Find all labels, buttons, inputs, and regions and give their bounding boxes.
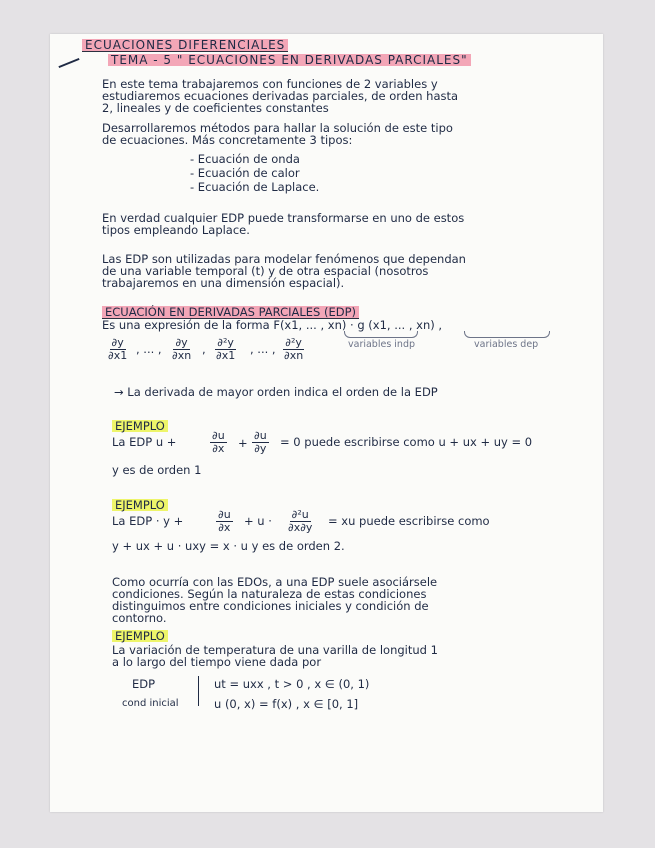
- fraction-denominator: ∂x1: [216, 349, 236, 362]
- section-heading: ECUACIÓN EN DERIVADAS PARCIALES (EDP): [102, 306, 359, 319]
- fraction-numerator: ∂y: [175, 336, 188, 349]
- example-label: EJEMPLO: [112, 630, 168, 642]
- usage-line: Las EDP son utilizadas para modelar fenómenos que dependan: [102, 252, 466, 266]
- edp-label: EDP: [132, 677, 156, 691]
- derivative-fraction: [170, 337, 193, 362]
- intro-line: estudiaremos ecuaciones derivadas parciales, de orden hasta: [102, 89, 459, 103]
- derivative-fraction: [106, 337, 129, 362]
- transform-line: En verdad cualquier EDP puede transformarse en uno de estos: [102, 211, 465, 225]
- fraction-denominator: ∂x1: [108, 349, 128, 362]
- plus-sign: +: [238, 436, 248, 450]
- fraction-numerator: ∂²y: [285, 336, 302, 349]
- definition-line: Es una expresión de la forma F(x1, ... , xn) · g (x1, ... , xn) ,: [102, 318, 443, 332]
- derivative-fraction: [252, 430, 269, 455]
- brace-label-indp: variables indp: [348, 339, 416, 350]
- fraction-numerator: ∂y: [111, 336, 124, 349]
- transform-line: tipos empleando Laplace.: [102, 223, 250, 237]
- ellipsis: , ... ,: [250, 342, 276, 356]
- derivative-fraction: [214, 337, 237, 362]
- topic-title: TEMA - 5 " ECUACIONES EN DERIVADAS PARCIALES": [108, 54, 471, 66]
- example-text: = 0 puede escribirse como u + ux + uy = 0: [280, 435, 533, 449]
- course-title: ECUACIONES DIFERENCIALES: [82, 39, 288, 52]
- derivative-fraction: [216, 509, 233, 534]
- cond-label: cond inicial: [122, 698, 179, 709]
- usage-line: de una variable temporal (t) y de otra espacial (nosotros: [102, 264, 429, 278]
- fraction-denominator: ∂y: [254, 442, 267, 455]
- method-item: - Ecuación de onda: [190, 152, 300, 166]
- intro-line: 2, lineales y de coeficientes constantes: [102, 101, 329, 115]
- example-label: EJEMPLO: [112, 499, 168, 511]
- methods-line: de ecuaciones. Más concretamente 3 tipos:: [102, 133, 353, 147]
- example-text: y + ux + u · uxy = x · u y es de orden 2.: [112, 539, 345, 553]
- order-note: → La derivada de mayor orden indica el orden de la EDP: [114, 385, 438, 399]
- fraction-numerator: ∂u: [254, 429, 267, 442]
- example-label: EJEMPLO: [112, 420, 168, 432]
- comma: ,: [202, 342, 206, 356]
- margin-dash: [58, 58, 79, 68]
- fraction-denominator: ∂xn: [284, 349, 304, 362]
- fraction-numerator: ∂u: [218, 508, 231, 521]
- conditions-line: condiciones. Según la naturaleza de estas condiciones: [112, 587, 427, 601]
- derivative-fraction: [282, 337, 305, 362]
- usage-line: trabajaremos en una dimensión espacial).: [102, 276, 345, 290]
- fraction-denominator: ∂x∂y: [288, 521, 313, 534]
- derivative-fraction: [210, 430, 227, 455]
- brace-label-dep: variables dep: [474, 339, 539, 350]
- methods-line: Desarrollaremos métodos para hallar la solución de este tipo: [102, 121, 453, 135]
- notebook-page: [50, 34, 603, 812]
- example-text: = xu puede escribirse como: [328, 514, 490, 528]
- conditions-line: contorno.: [112, 611, 167, 625]
- conditions-line: distinguimos entre condiciones iniciales y condición de: [112, 599, 429, 613]
- brace-indp: [344, 331, 418, 338]
- equation-line: ut = uxx , t > 0 , x ∈ (0, 1): [214, 677, 370, 691]
- example-text: La EDP u +: [112, 435, 177, 449]
- fraction-denominator: ∂xn: [172, 349, 192, 362]
- example-text: y es de orden 1: [112, 463, 202, 477]
- example-text: + u ·: [244, 514, 272, 528]
- fraction-numerator: ∂²y: [217, 336, 234, 349]
- ellipsis: , ... ,: [136, 342, 162, 356]
- conditions-line: Como ocurría con las EDOs, a una EDP suele asociársele: [112, 575, 438, 589]
- derivative-fraction: [286, 509, 314, 534]
- fraction-denominator: ∂x: [218, 521, 231, 534]
- fraction-denominator: ∂x: [212, 442, 225, 455]
- example-text: La variación de temperatura de una varilla de longitud 1: [112, 643, 438, 657]
- intro-line: En este tema trabajaremos con funciones de 2 variables y: [102, 77, 438, 91]
- fraction-numerator: ∂u: [212, 429, 225, 442]
- system-brace: [198, 676, 199, 706]
- equation-line: u (0, x) = f(x) , x ∈ [0, 1]: [214, 697, 359, 711]
- method-item: - Ecuación de Laplace.: [190, 180, 320, 194]
- method-item: - Ecuación de calor: [190, 166, 300, 180]
- brace-dep: [464, 331, 550, 338]
- fraction-numerator: ∂²u: [291, 508, 309, 521]
- example-text: La EDP · y +: [112, 514, 184, 528]
- example-text: a lo largo del tiempo viene dada por: [112, 655, 322, 669]
